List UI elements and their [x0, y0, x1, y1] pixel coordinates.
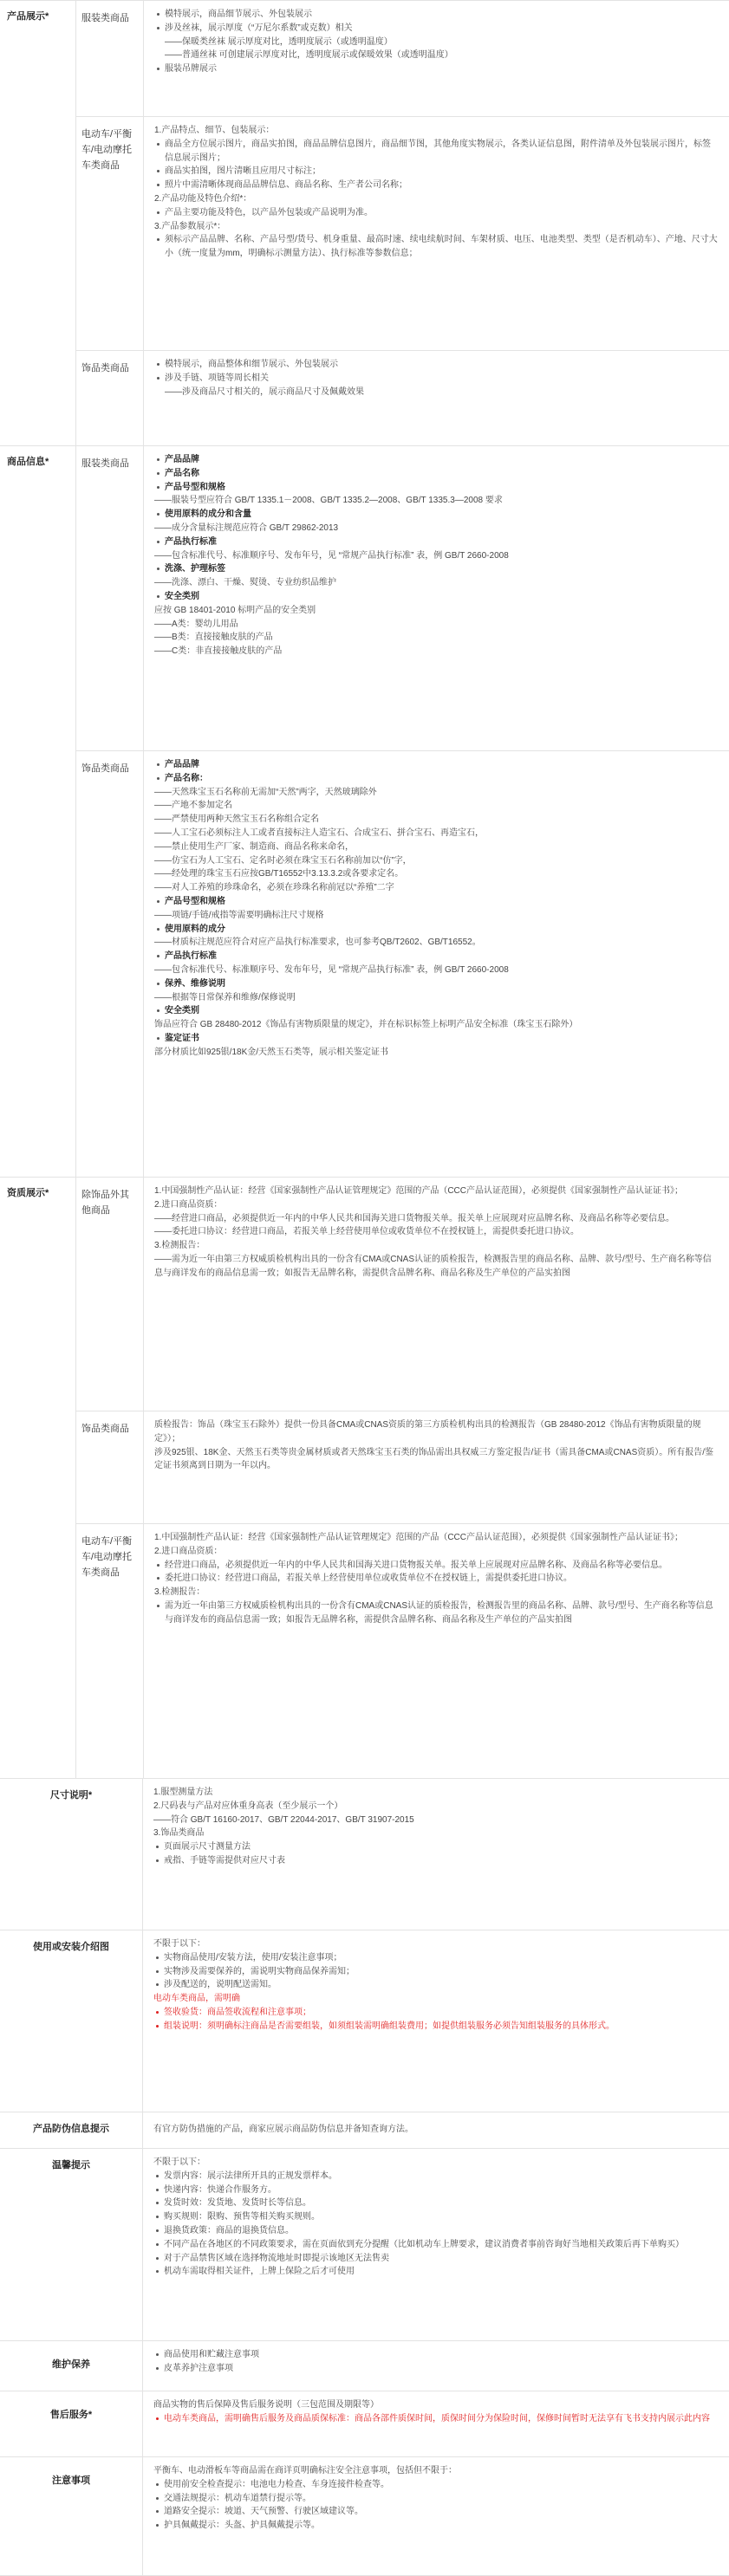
sub-label-clothing: 服装类商品 [76, 446, 144, 751]
bullet-line: 涉及丝袜，展示厚度（“万尼尔系数”或克数）相关 [154, 22, 719, 36]
content-ev-qualification [144, 1524, 729, 1779]
text-line: ——B类：直接接触皮肤的产品 [154, 633, 273, 643]
heading-line: 产品号型和规格 [154, 895, 719, 909]
text-line: 不限于以下： [153, 2157, 205, 2167]
bullet-line: 退换货政策：商品的退换货信息。 [153, 2224, 719, 2238]
text-line: ——保暖类丝袜 展示厚度对比，透明度展示（或透明温度） [165, 36, 393, 47]
bullet-line: 模特展示，商品细节展示、外包装展示 [154, 8, 719, 22]
text-line: 1.产品特点、细节、包装展示： [154, 126, 275, 135]
text-line: 2.进口商品资质： [154, 1546, 223, 1556]
section-title: 商品信息* [0, 446, 76, 1177]
text-line: 3.饰品类商品 [153, 1828, 205, 1839]
text-line: 不限于以下： [153, 1939, 205, 1949]
section-size [0, 1778, 729, 1930]
sub-label-other: 除饰品外其他商品 [76, 1178, 144, 1411]
content-anti-fake [143, 2112, 729, 2148]
bullet-line: 涉及配送的，说明配送需知。 [153, 1978, 719, 1992]
sub-label-jewelry: 饰品类商品 [76, 351, 144, 446]
content-clothing-display [144, 1, 729, 117]
text-line: 1.中国强制性产品认证：经营《国家强制性产品认证管理规定》范围的产品（CCC产品认证范围），必须提供《国家强制性产品认证证书》； [154, 1533, 684, 1542]
bullet-line: 页面展示尺寸测量方法 [153, 1840, 719, 1854]
section-product-display [0, 0, 729, 445]
bullet-line: 照片中需清晰体现商品品牌信息、商品名称、生产者公司名称； [154, 178, 719, 192]
heading-line: 产品名称 [154, 467, 719, 481]
section-title: 使用或安装介绍图 [0, 1930, 143, 2112]
bullet-line: 商品使用和贮藏注意事项 [153, 2348, 719, 2362]
bullet-line: 商品实拍图，图片清晰且应用尺寸标注； [154, 165, 719, 178]
bullet-line: 对于产品禁售区域在选择物流地址时即提示该地区无法售卖 [153, 2252, 719, 2266]
bullet-line: 道路安全提示：坡道、天气预警、行驶区域建议等。 [153, 2505, 719, 2519]
section-title: 尺寸说明* [0, 1779, 143, 1930]
text-line: 饰品应符合 GB 28480-2012《饰品有害物质限量的规定》，并在标识标签上标明产品安全标准（珠宝玉石除外） [154, 1020, 578, 1030]
bullet-line: 须标示产品品牌、名称、产品号型/货号、机身重量、最高时速、续电续航时间、车架材质、电压、电池类型、类型（是否机动车）、产地、尺寸大小（统一度量为mm，明确标示测量方法）、执行标准等参数信息； [154, 233, 719, 261]
content-maintenance [143, 2341, 729, 2391]
section-title: 售后服务* [0, 2391, 143, 2456]
text-line: ——需为近一年由第三方权威质检机构出具的一份含有CMA或CNAS认证的质检报告，检测报告里的商品名称、品牌、款号/型号、生产商名称等信息与商详发布的商品信息需一致；如报告无品牌名称，需提供含品牌名称、商品名称及生产单位的产品实拍图 [154, 1254, 712, 1278]
bullet-line: 快递内容：快递合作服务方。 [153, 2183, 719, 2197]
text-line: ——符合 GB/T 16160-2017、GB/T 22044-2017、GB/T 31907-2015 [153, 1814, 414, 1825]
text-line: 涉及925银、18K金、天然玉石类等贵金属材质或者天然珠宝玉石类的饰品需出具权威三方鉴定报告/证书（需具备CMA或CNAS资质）。所有报告/鉴定证书须离到日期为一年以内。 [154, 1447, 714, 1471]
heading-line: 产品品牌 [154, 453, 719, 467]
text-line: ——包含标准代号、标准顺序号、发布年号，见 “常规产品执行标准” 表，例 GB/T 2660-2008 [154, 550, 509, 561]
section-title: 注意事项 [0, 2457, 143, 2575]
heading-line: 鉴定证书 [154, 1032, 719, 1046]
text-line: ——C类：非直接接触皮肤的产品 [154, 646, 283, 657]
section-tips [0, 2148, 729, 2340]
section-title: 资质展示* [0, 1178, 76, 1778]
sub-label-clothing: 服装类商品 [76, 1, 144, 117]
bullet-line: 不同产品在各地区的不同政策要求，需在页面依到充分提醒（比如机动车上牌要求，建议消费者事前咨询好当地相关政策后再下单购买） [153, 2238, 719, 2252]
content-jewelry-qualification [144, 1411, 729, 1524]
content-usage [143, 1930, 729, 2112]
text-line: 2.产品功能及特色介绍*： [154, 193, 252, 204]
sub-label-jewelry: 饰品类商品 [76, 1411, 144, 1524]
heading-line: 产品执行标准 [154, 535, 719, 549]
bullet-line: 发货时效：发货地、发货时长等信息。 [153, 2196, 719, 2210]
bullet-line: 皮革养护注意事项 [153, 2362, 719, 2376]
section-aftersale [0, 2391, 729, 2456]
content-notes [143, 2457, 729, 2575]
bullet-line: 商品全方位展示图片，商品实拍图，商品品牌信息图片，商品细节图，其他角度实物展示，各类认证信息图，附件清单及外包装展示图片，标签信息展示图片； [154, 138, 719, 165]
content-jewelry-display [144, 351, 729, 446]
text-line: ——根据等日常保养和维修/保修说明 [154, 992, 296, 1002]
heading-line: 保养、维修说明 [154, 977, 719, 991]
heading-line: 洗涤、护理标签 [154, 562, 719, 576]
bullet-line: 护具佩戴提示：头盔、护具佩戴提示等。 [153, 2519, 719, 2533]
bullet-line: 发票内容：展示法律所开具的正规发票样本。 [153, 2170, 719, 2183]
text-line: ——项链/手链/戒指等需要明确标注尺寸规格 [154, 910, 324, 920]
bullet-line: 戒指、手链等需提供对应尺寸表 [153, 1854, 719, 1868]
section-maintenance [0, 2340, 729, 2391]
section-usage [0, 1930, 729, 2112]
bullet-line: 需为近一年由第三方权威质检机构出具的一份含有CMA或CNAS认证的质检报告，检测报告里的商品名称、品牌、款号/型号、生产商名称等信息与商详发布的商品信息需一致；如报告无品牌名称，需提供含品牌名称、商品名称及生产单位的产品实拍图 [154, 1599, 719, 1627]
bullet-line: 组装说明：须明确标注商品是否需要组装，如须组装需明确组装费用；如提供组装服务必须告知组装服务的具体形式。 [153, 2020, 719, 2034]
bullet-line: 涉及手链、项链等周长相关 [154, 372, 719, 386]
text-line: 3.检测报告： [154, 1241, 205, 1251]
bullet-line: 使用前安全检查提示：电池电力检查、车身连接件检查等。 [153, 2478, 719, 2492]
sub-label-ev: 电动车/平衡车/电动摩托车类商品 [76, 117, 144, 351]
section-notes [0, 2456, 729, 2576]
section-qualification [0, 1177, 729, 1778]
text-line: ——包含标准代号、标准顺序号、发布年号，见 “常规产品执行标准” 表，例 GB/T 2660-2008 [154, 964, 509, 975]
text-line: 质检报告：饰品（珠宝玉石除外）提供一份具备CMA或CNAS资质的第三方质检机构出具的检测报告（GB 28480-2012《饰品有害物质限量的规定》）； [154, 1420, 701, 1444]
bullet-line: 购买规则：限购、预售等相关购买规则。 [153, 2210, 719, 2224]
text-line: ——洗涤、漂白、干燥、熨烫、专业纺织品维护 [154, 578, 336, 588]
heading-line: 产品名称： [154, 772, 719, 786]
text-line: ——经营进口商品，必须提供近一年内的中华人民共和国海关进口货物报关单。报关单上应展现对应品牌名称、及商品名称等必要信息。 [154, 1213, 674, 1223]
text-line: 商品实物的售后保障及售后服务说明（三包范围及期限等） [153, 2400, 379, 2410]
heading-line: 使用原料的成分 [154, 923, 719, 937]
text-line: ——禁止使用生产厂家、制造商、商品名称来命名， [154, 841, 354, 852]
text-line: 1.中国强制性产品认证：经营《国家强制性产品认证管理规定》范围的产品（CCC产品认证范围），必须提供《国家强制性产品认证证书》； [154, 1186, 684, 1196]
bullet-line: 实物涉及需要保养的，需说明实物商品保养需知； [153, 1965, 719, 1979]
content-ev-display [144, 117, 729, 351]
bullet-line: 签收验货：商品签收流程和注意事项； [153, 2006, 719, 2020]
content-aftersale [143, 2391, 729, 2456]
heading-line: 安全类别 [154, 1004, 719, 1018]
text-line: 有官方防伪措施的产品，商家应展示商品防伪信息并备知查询方法。 [153, 2125, 413, 2134]
text-line: ——经处理的珠宝玉石应按GB/T16552中3.13.3.2或各要求定名。 [154, 869, 404, 879]
text-line: 2.尺码表与产品对应体重身高表（至少展示一个） [153, 1801, 343, 1811]
text-line: ——A类：婴幼儿用品 [154, 619, 238, 629]
bullet-line: 模特展示，商品整体和细节展示、外包装展示 [154, 358, 719, 372]
text-line: 平衡车、电动滑板车等商品需在商详页明确标注安全注意事项，包括但不限于： [153, 2466, 457, 2475]
bullet-line: 经营进口商品，必须提供近一年内的中华人民共和国海关进口货物报关单。报关单上应展现对应品牌名称、及商品名称等必要信息。 [154, 1559, 719, 1573]
bullet-line: 实物商品使用/安装方法，使用/安装注意事项； [153, 1951, 719, 1965]
heading-line: 产品品牌 [154, 758, 719, 772]
section-title: 温馨提示 [0, 2149, 143, 2340]
text-line: ——对人工养殖的珍珠命名，必须在珍珠名称前冠以“养殖”二字 [154, 883, 394, 893]
sub-label-jewelry: 饰品类商品 [76, 751, 144, 1178]
text-line: 应按 GB 18401-2010 标明产品的安全类别 [154, 605, 316, 615]
text-line: ——天然珠宝玉石名称前无需加“天然”两字，天然玻璃除外 [154, 787, 377, 797]
text-line: ——人工宝石必须标注人工或者直接标注人造宝石、合成宝石、拼合宝石、再造宝石， [154, 827, 484, 838]
content-other-qualification [144, 1178, 729, 1411]
content-size [143, 1779, 729, 1930]
content-tips [143, 2149, 729, 2340]
section-anti-fake [0, 2112, 729, 2148]
bullet-line: 产品主要功能及特色，以产品外包装或产品说明为准。 [154, 206, 719, 220]
section-product-info [0, 445, 729, 1177]
text-line: ——产地不参加定名 [154, 801, 232, 811]
section-title: 维护保养 [0, 2341, 143, 2391]
text-line: ——材质标注规范应符合对应产品执行标准要求，也可参考QB/T2602、GB/T16552。 [154, 938, 481, 948]
content-clothing-info [144, 446, 729, 751]
text-line: 部分材质比如925银/18K金/天然玉石类等，展示相关鉴定证书 [154, 1047, 389, 1057]
bullet-line: 电动车类商品，需明确售后服务及商品质保标准：商品各部件质保时间，质保时间分为保险时间，保修时间暂时无法享有飞书支持内展示此内容 [153, 2412, 719, 2426]
text-line: 1.服型测量方法 [153, 1788, 213, 1797]
text-line: ——委托进口协议：经营进口商品，若报关单上经营使用单位或收货单位不在授权链上，需提供委托进口协议。 [154, 1227, 579, 1237]
text-line: 电动车类商品，需明确 [153, 1994, 240, 2004]
heading-line: 产品执行标准 [154, 950, 719, 964]
heading-line: 安全类别 [154, 590, 719, 604]
bullet-line: 机动车需取得相关证件，上牌上保险之后才可使用 [153, 2265, 719, 2279]
text-line: ——普通丝袜 可创建展示厚度对比，透明度展示或保暖效果（或透明温度） [165, 50, 453, 61]
text-line: ——服装号型应符合 GB/T 1335.1－2008、GB/T 1335.2—2008、GB/T 1335.3—2008 要求 [154, 496, 503, 506]
heading-line: 产品号型和规格 [154, 481, 719, 495]
text-line: ——涉及商品尺寸相关的，展示商品尺寸及佩戴效果 [165, 386, 364, 397]
text-line: 3.产品参数展示*： [154, 221, 226, 231]
bullet-line: 委托进口协议：经营进口商品，若报关单上经营使用单位或收货单位不在授权链上，需提供委托进口协议。 [154, 1572, 719, 1586]
text-line: ——仿宝石为人工宝石、定名时必须在珠宝玉石名称前加以“仿”字， [154, 855, 412, 866]
section-title: 产品展示* [0, 1, 76, 445]
bullet-line: 交通法规提示：机动车道禁行提示等。 [153, 2492, 719, 2506]
text-line: 2.进口商品资质： [154, 1199, 223, 1210]
text-line: 3.检测报告： [154, 1587, 205, 1598]
section-title: 产品防伪信息提示 [0, 2112, 143, 2148]
text-line: ——成分含量标注规范应符合 GB/T 29862-2013 [154, 522, 339, 533]
sub-label-ev: 电动车/平衡车/电动摩托车类商品 [76, 1524, 144, 1779]
heading-line: 使用原料的成分和含量 [154, 508, 719, 522]
bullet-line: 服装吊牌展示 [154, 62, 719, 76]
text-line: ——严禁使用两种天然宝玉石名称组合定名 [154, 814, 319, 825]
content-jewelry-info [144, 751, 729, 1178]
